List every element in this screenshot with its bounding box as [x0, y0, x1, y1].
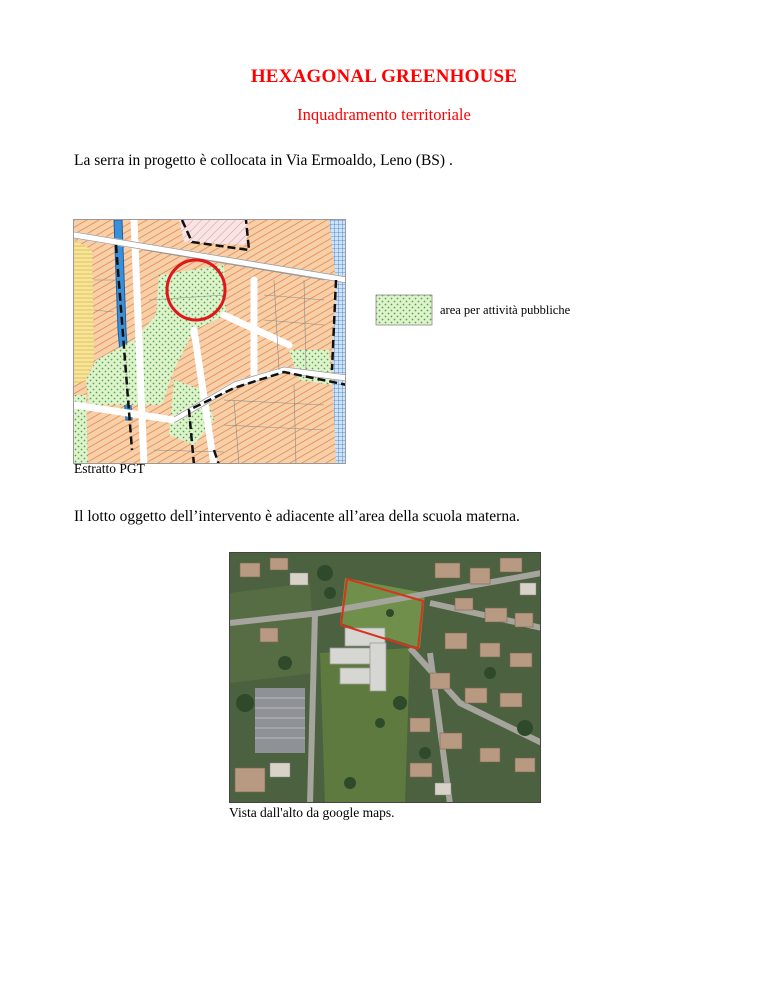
pgt-caption: Estratto PGT: [74, 461, 145, 476]
location-paragraph: La serra in progetto è collocata in Via Ermoaldo, Leno (BS) .: [74, 152, 453, 169]
aerial-view-image: [229, 552, 541, 803]
lot-paragraph: Il lotto oggetto dell’intervento è adiacente all’area della scuola materna.: [74, 508, 520, 525]
legend-swatch: [375, 294, 433, 326]
document-subtitle: Inquadramento territoriale: [297, 105, 471, 124]
aerial-caption: Vista dall'alto da google maps.: [229, 805, 395, 820]
pgt-map: [73, 219, 346, 464]
document-title: HEXAGONAL GREENHOUSE: [250, 66, 518, 87]
legend-label: area per attività pubbliche: [440, 303, 571, 317]
